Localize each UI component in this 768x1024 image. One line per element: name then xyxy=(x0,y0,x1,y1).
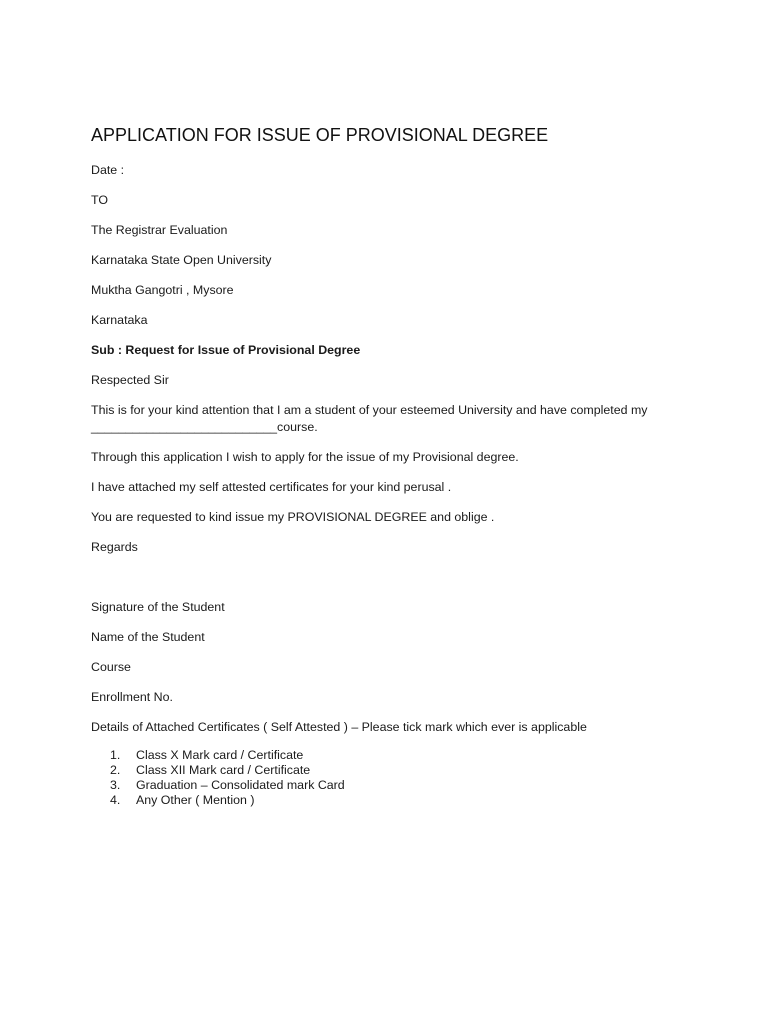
address-line-registrar: The Registrar Evaluation xyxy=(91,223,228,237)
body-paragraph-4: You are requested to kind issue my PROVISIONAL DEGREE and oblige . xyxy=(91,510,495,524)
salutation: Respected Sir xyxy=(91,373,169,387)
body-paragraph-3: I have attached my self attested certificates for your kind perusal . xyxy=(91,480,452,494)
enrollment-field-label: Enrollment No. xyxy=(91,690,173,704)
date-label: Date : xyxy=(91,163,125,177)
signature-field-label: Signature of the Student xyxy=(91,600,225,614)
certificates-details-heading: Details of Attached Certificates ( Self Attested ) – Please tick mark which ever is applicable xyxy=(91,720,587,734)
body-paragraph-1-line-2: ___________________________course. xyxy=(91,420,318,434)
list-item-number: 3. xyxy=(110,778,121,792)
list-item xyxy=(110,778,345,793)
student-name-field-label: Name of the Student xyxy=(91,630,205,644)
list-item-text: Graduation – Consolidated mark Card xyxy=(136,778,345,792)
body-paragraph-2: Through this application I wish to apply for the issue of my Provisional degree. xyxy=(91,450,519,464)
certificates-list xyxy=(110,748,345,808)
address-line-university: Karnataka State Open University xyxy=(91,253,272,267)
subject-line: Sub : Request for Issue of Provisional Degree xyxy=(91,343,361,357)
list-item xyxy=(110,793,345,808)
list-item-number: 1. xyxy=(110,748,121,762)
list-item xyxy=(110,748,345,763)
list-item-text: Class XII Mark card / Certificate xyxy=(136,763,311,777)
body-paragraph-1-line-1: This is for your kind attention that I am a student of your esteemed University and have completed my xyxy=(91,403,648,417)
document-title: APPLICATION FOR ISSUE OF PROVISIONAL DEGREE xyxy=(91,125,549,145)
list-item-number: 2. xyxy=(110,763,121,777)
address-line-city: Muktha Gangotri , Mysore xyxy=(91,283,234,297)
list-item-text: Any Other ( Mention ) xyxy=(136,793,255,807)
list-item-text: Class X Mark card / Certificate xyxy=(136,748,304,762)
to-label: TO xyxy=(91,193,108,207)
list-item-number: 4. xyxy=(110,793,121,807)
address-line-state: Karnataka xyxy=(91,313,148,327)
list-item xyxy=(110,763,345,778)
closing-regards: Regards xyxy=(91,540,138,554)
course-field-label: Course xyxy=(91,660,131,674)
